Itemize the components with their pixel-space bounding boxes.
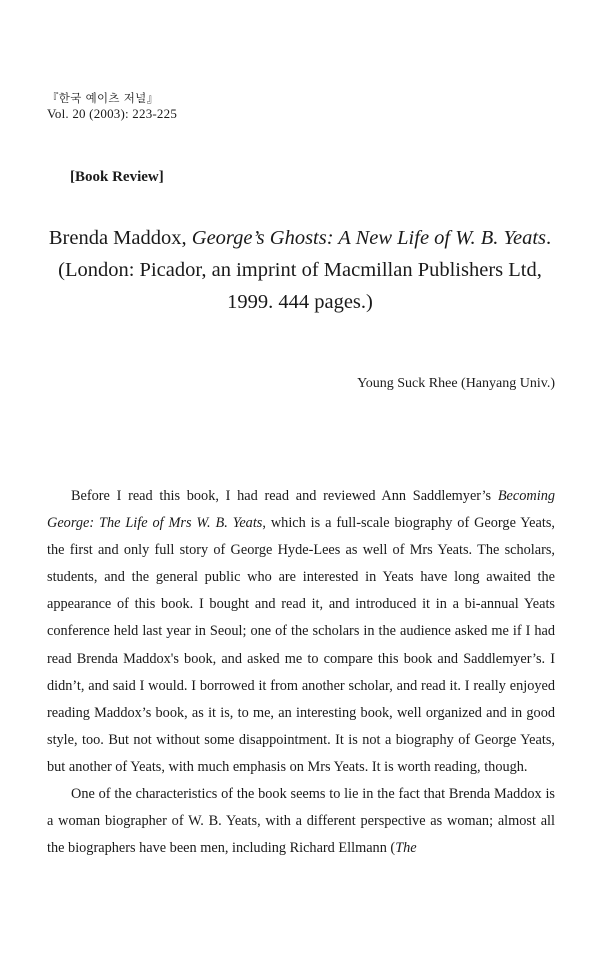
reviewer-byline: Young Suck Rhee (Hanyang Univ.): [357, 376, 555, 391]
body-paragraph: [47, 483, 555, 781]
paragraph-text: One of the characteristics of the book seems to lie in the fact that Brenda Maddox is a woman biographer of W. B. Yeats, with a different perspective as woman; almost all the biographers have been men, including Richard Ellmann (: [47, 786, 555, 857]
publication-line: (London: Picador, an imprint of Macmillan Publishers Ltd,: [58, 259, 542, 281]
paragraph-text: Before I read this book, I had read and reviewed Ann Saddlemyer’s: [71, 488, 498, 504]
book-title: George’s Ghosts: A New Life of W. B. Yeats: [191, 227, 547, 249]
volume-line: Vol. 20 (2003): 223-225: [47, 106, 178, 121]
cited-book-title: The: [395, 840, 417, 857]
journal-title: 『한국 예이츠 저널』: [47, 91, 159, 105]
book-author: Brenda Maddox,: [48, 227, 192, 249]
year-pages-line: 1999. 444 pages.): [227, 291, 373, 313]
body-paragraph: [47, 781, 555, 862]
review-title: [40, 222, 560, 318]
title-line-1: [40, 222, 560, 254]
paragraph-text: , which is a full-scale biography of George Yeats, the first and only full story of George Hyde-Lees as well of Mrs Yeats. The scholars, students, and the general public who are interested in Yeats have long awaited the appearance of this book. I bought and read it, and introduced it in a bi-annual Yeats conference held last year in Seoul; one of the scholars in the audience asked me if I had read Brenda Maddox's book, and asked me to compare this book and Saddlemyer’s. I didn’t, and said I would. I borrowed it from another scholar, and read it. I really enjoyed reading Maddox’s book, as it is, to me, an interesting book, well organized and in good style, too. But not without some disappointment. It is not a biography of George Yeats, but another of Yeats, with much emphasis on Mrs Yeats. It is worth reading, though.: [47, 515, 555, 775]
section-label: [Book Review]: [70, 169, 164, 185]
journal-header: [47, 91, 177, 121]
cited-book-title: Becoming George: The Life of Mrs W. B. Yeats: [47, 488, 555, 532]
title-period: .: [546, 227, 552, 249]
review-body: [47, 483, 555, 862]
